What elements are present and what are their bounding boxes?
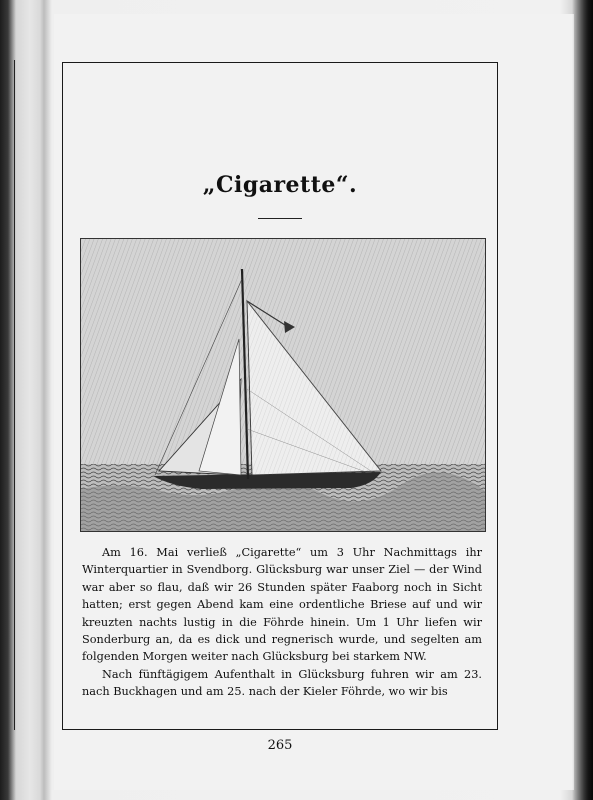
page-title: „Cigarette“. [202, 172, 358, 198]
book-edge-shadow [572, 0, 593, 800]
page-number: 265 [267, 738, 293, 753]
paragraph: Nach fünftägigem Aufenthalt in Glücksburg fuhren wir am 23. nach Buckhagen und am 25. nach der Kieler Föhrde, wo wir bis [82, 667, 482, 699]
body-text [82, 544, 482, 701]
yacht-illustration [80, 238, 486, 532]
sailboat-engraving-icon [81, 239, 485, 531]
facing-page-edge [0, 60, 15, 730]
paragraph: Am 16. Mai verließ „Cigarette“ um 3 Uhr Nachmittags ihr Winterquartier in Svendborg. Glücksburg war unser Ziel — der Wind war aber so flau, daß wir 26 Stunden später Faaborg noch in Sicht hatten; erst gegen Abend kam eine ordentliche Briese auf und wir kreuzten nachts lustig in die Föhrde hinein. Um 1 Uhr liefen wir Sonderburg an, da es dick und regnerisch wurde, und segelten am folgenden Morgen weiter nach Glücksburg bei starkem NW. [82, 546, 482, 664]
title-divider [258, 218, 302, 219]
